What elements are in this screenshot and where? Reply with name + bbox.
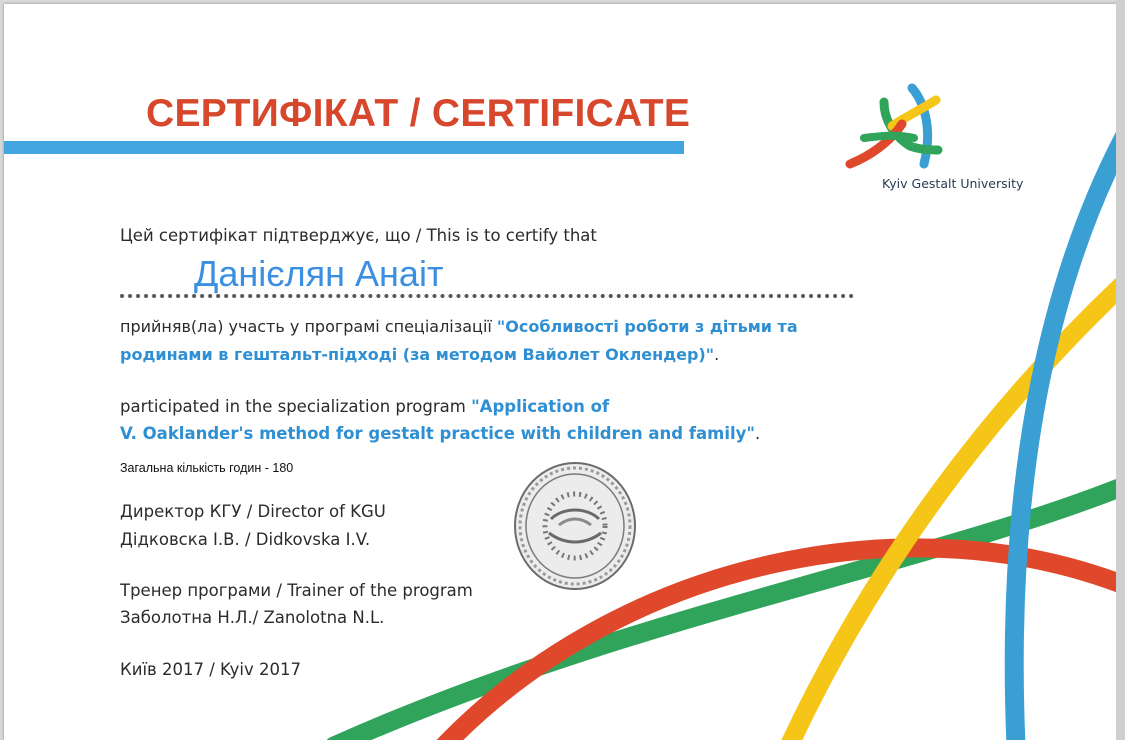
recipient-name: Данієлян Анаіт <box>194 253 444 294</box>
ua-period: . <box>714 345 720 364</box>
certify-line: Цей сертифікат підтверджує, що / This is to certify that <box>120 226 597 245</box>
kyiv-gestalt-university-logo-icon <box>840 80 950 176</box>
director-title: Директор КГУ / Director of KGU <box>120 502 386 521</box>
ua-program-title-part-2: родинами в гештальт-підході (за методом Вайолет Оклендер)" <box>120 345 715 364</box>
en-participation-prefix: participated in the specialization program <box>120 397 472 416</box>
certificate-title: СЕРТИФІКАТ / CERTIFICATE <box>146 92 691 135</box>
window-edge <box>1116 0 1125 740</box>
trainer-title: Тренер програми / Trainer of the program <box>120 581 473 600</box>
green-swoosh <box>334 482 1116 740</box>
title-underline-bar <box>4 141 684 154</box>
ua-participation-line-1 <box>120 317 798 336</box>
en-participation-line-1 <box>120 397 609 416</box>
logo-caption: Kyiv Gestalt University <box>882 176 1024 191</box>
en-participation-line-2 <box>120 424 760 443</box>
ua-participation-prefix: прийняв(ла) участь у програмі спеціалізації <box>120 317 497 336</box>
en-program-title-part-1: "Application of <box>471 397 610 416</box>
en-period: . <box>755 424 761 443</box>
certificate-page <box>4 4 1116 740</box>
blue-swoosh <box>1014 122 1116 740</box>
place-and-date: Київ 2017 / Kyiv 2017 <box>120 660 302 679</box>
round-seal-stamp-icon <box>511 459 639 593</box>
trainer-name: Заболотна Н.Л./ Zanolotna N.L. <box>120 608 385 627</box>
director-name: Дідковска І.В. / Didkovska I.V. <box>120 530 371 549</box>
total-hours: Загальна кількість годин - 180 <box>120 461 294 475</box>
ua-program-title-part-1: "Особливості роботи з дітьми та <box>496 317 798 336</box>
name-dotted-line <box>120 294 854 298</box>
en-program-title-part-2: V. Oaklander's method for gestalt practice with children and family" <box>120 424 755 443</box>
ua-participation-line-2 <box>120 345 719 364</box>
